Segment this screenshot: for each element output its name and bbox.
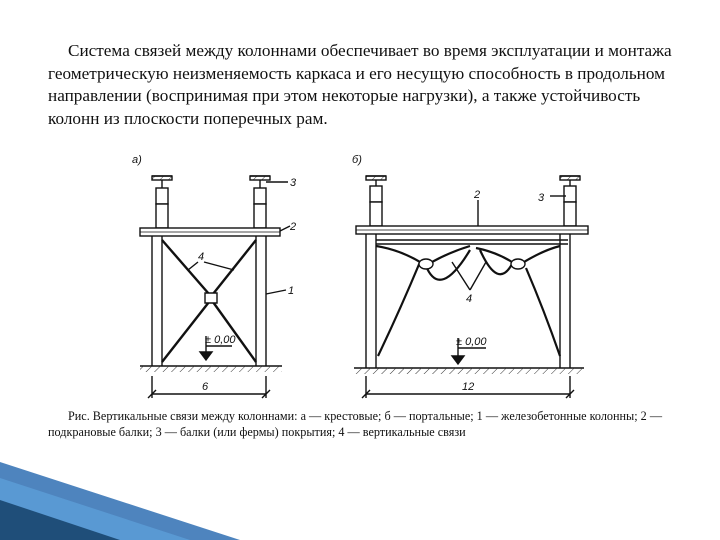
roof-support-b-right xyxy=(560,176,580,202)
column-a-left xyxy=(152,236,162,366)
callout-b-4: 4 xyxy=(466,293,473,305)
figure-caption xyxy=(48,409,684,440)
span-label-a: 6 xyxy=(202,381,209,393)
column-head-a-left xyxy=(156,204,168,228)
ground-a xyxy=(140,366,282,372)
ground-b xyxy=(354,368,584,374)
callout-a-2: 2 xyxy=(290,221,297,233)
roof-support-b-left xyxy=(366,176,386,202)
roof-support-a-right xyxy=(250,176,270,204)
figure-b-label: б) xyxy=(352,154,362,166)
column-b-left xyxy=(366,234,376,368)
caption-text: Рис. Вертикальные связи между колоннами: а — крестовые; б — портальные; 1 — железобетонные колонны; 2 — подкрановые балки; 3 — балки (или фермы) покрытия; 4 — вертикальные связи xyxy=(48,409,663,439)
column-head-b-left xyxy=(370,202,382,226)
crane-beam-b xyxy=(356,226,588,234)
slide-corner-decoration xyxy=(0,462,240,540)
dimension-a xyxy=(148,376,270,398)
level-label-b: ± 0,00 xyxy=(456,336,487,348)
callout-b-2: 2 xyxy=(474,189,481,201)
level-label-a: ± 0,00 xyxy=(205,334,236,346)
figure-a-label: а) xyxy=(132,154,142,166)
callout-a-1: 1 xyxy=(288,285,295,297)
callout-a-4: 4 xyxy=(198,251,205,263)
portal-strut xyxy=(376,240,568,244)
column-head-b-right xyxy=(564,202,576,226)
column-head-a-right xyxy=(254,204,266,228)
callout-a-3: 3 xyxy=(290,177,297,189)
roof-support-a-left xyxy=(152,176,172,204)
intro-text: Система связей между колоннами обеспечивает во время эксплуатации и монтажа геометрическую неизменяемость каркаса и его несущую способность в продольном направлении (воспринимая при этом некоторые нагрузки), а также устойчивость колонн из плоскости поперечных рам. xyxy=(48,41,672,128)
figure-b xyxy=(352,154,588,398)
column-b-right xyxy=(560,234,570,368)
figure-a xyxy=(132,154,297,398)
column-a-right xyxy=(256,236,266,366)
crane-beam-a xyxy=(140,228,280,236)
callout-b-3: 3 xyxy=(538,192,545,204)
span-label-b: 12 xyxy=(462,381,475,393)
